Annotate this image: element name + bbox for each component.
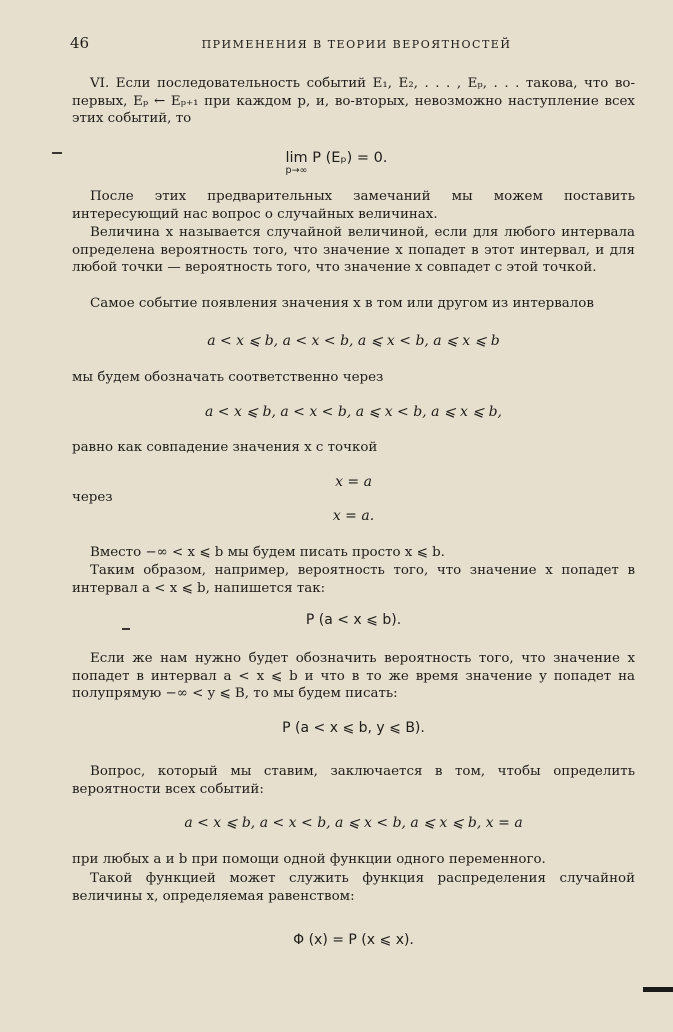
paragraph-vi: VI. Если последовательность событий E₁, E₂, . . . , Eₚ, . . . такова, что во-первых, Eₚ ← Eₚ₊₁ при каждом p, и, во-вторых, невозможно наступление всех этих событий, то: [72, 76, 635, 126]
paragraph-question: Вопрос, который мы ставим, заключается в том, чтобы определить вероятности всех событий:: [72, 764, 635, 797]
limit-subscript: p→∞: [285, 165, 308, 176]
paragraph-through: через: [72, 490, 113, 505]
formula-events: a < x ⩽ b, a < x < b, a ⩽ x < b, a ⩽ x ⩽ b, x = a: [184, 815, 523, 831]
formula-joint-probability: P (a < x ⩽ b, y ⩽ B).: [282, 720, 425, 736]
paragraph-joint: Если же нам нужно будет обозначить вероятность того, что значение x попадет в интервал a < x ⩽ b и что в то же время значение y попадет на полупрямую −∞ < y ⩽ B, то мы будем писать:: [72, 651, 635, 701]
formula-intervals-1: a < x ⩽ b, a < x < b, a ⩽ x < b, a ⩽ x ⩽ b: [207, 333, 500, 349]
paragraph-point: равно как совпадение значения x с точкой: [72, 440, 378, 455]
paragraph-any-ab: при любых a и b при помощи одной функции одного переменного.: [72, 852, 546, 867]
formula-intervals-2: a < x ⩽ b, a < x < b, a ⩽ x < b, a ⩽ x ⩽ b,: [204, 404, 502, 420]
limit-formula: [0, 147, 673, 176]
formula-distribution-function: Φ (x) = P (x ⩽ x).: [293, 932, 414, 948]
scan-edge-mark: [643, 987, 673, 992]
formula-point-2: x = a.: [332, 508, 375, 524]
limit-expression: lim P (Eₚ) = 0.: [285, 150, 388, 166]
page-number: 46: [70, 34, 90, 52]
paragraph-distribution: Такой функцией может служить функция распределения случайной величины x, определяемая равенством:: [72, 871, 635, 904]
paragraph-example: Таким образом, например, вероятность того, что значение x попадет в интервал a < x ⩽ b, напишется так:: [72, 563, 635, 596]
paragraph-notation: мы будем обозначать соответственно через: [72, 370, 384, 385]
paragraph-definition: Величина x называется случайной величиной, если для любого интервала определена вероятность того, что значение x попадет в этот интервал, и для любой точки — вероятность того, что значение x совпадет с этой точкой.: [72, 225, 635, 275]
formula-point-1: x = a: [335, 474, 372, 490]
formula-probability: P (a < x ⩽ b).: [305, 612, 402, 628]
paragraph-instead: Вместо −∞ < x ⩽ b мы будем писать просто x ⩽ b.: [90, 545, 445, 560]
paragraph-preliminary: После этих предварительных замечаний мы можем поставить интересующий нас вопрос о случайных величинах.: [72, 189, 635, 222]
paragraph-intervals: Самое событие появления значения x в том или другом из интервалов: [90, 296, 594, 311]
margin-mark: [122, 628, 130, 630]
running-title: ПРИМЕНЕНИЯ В ТЕОРИИ ВЕРОЯТНОСТЕЙ: [201, 38, 512, 51]
